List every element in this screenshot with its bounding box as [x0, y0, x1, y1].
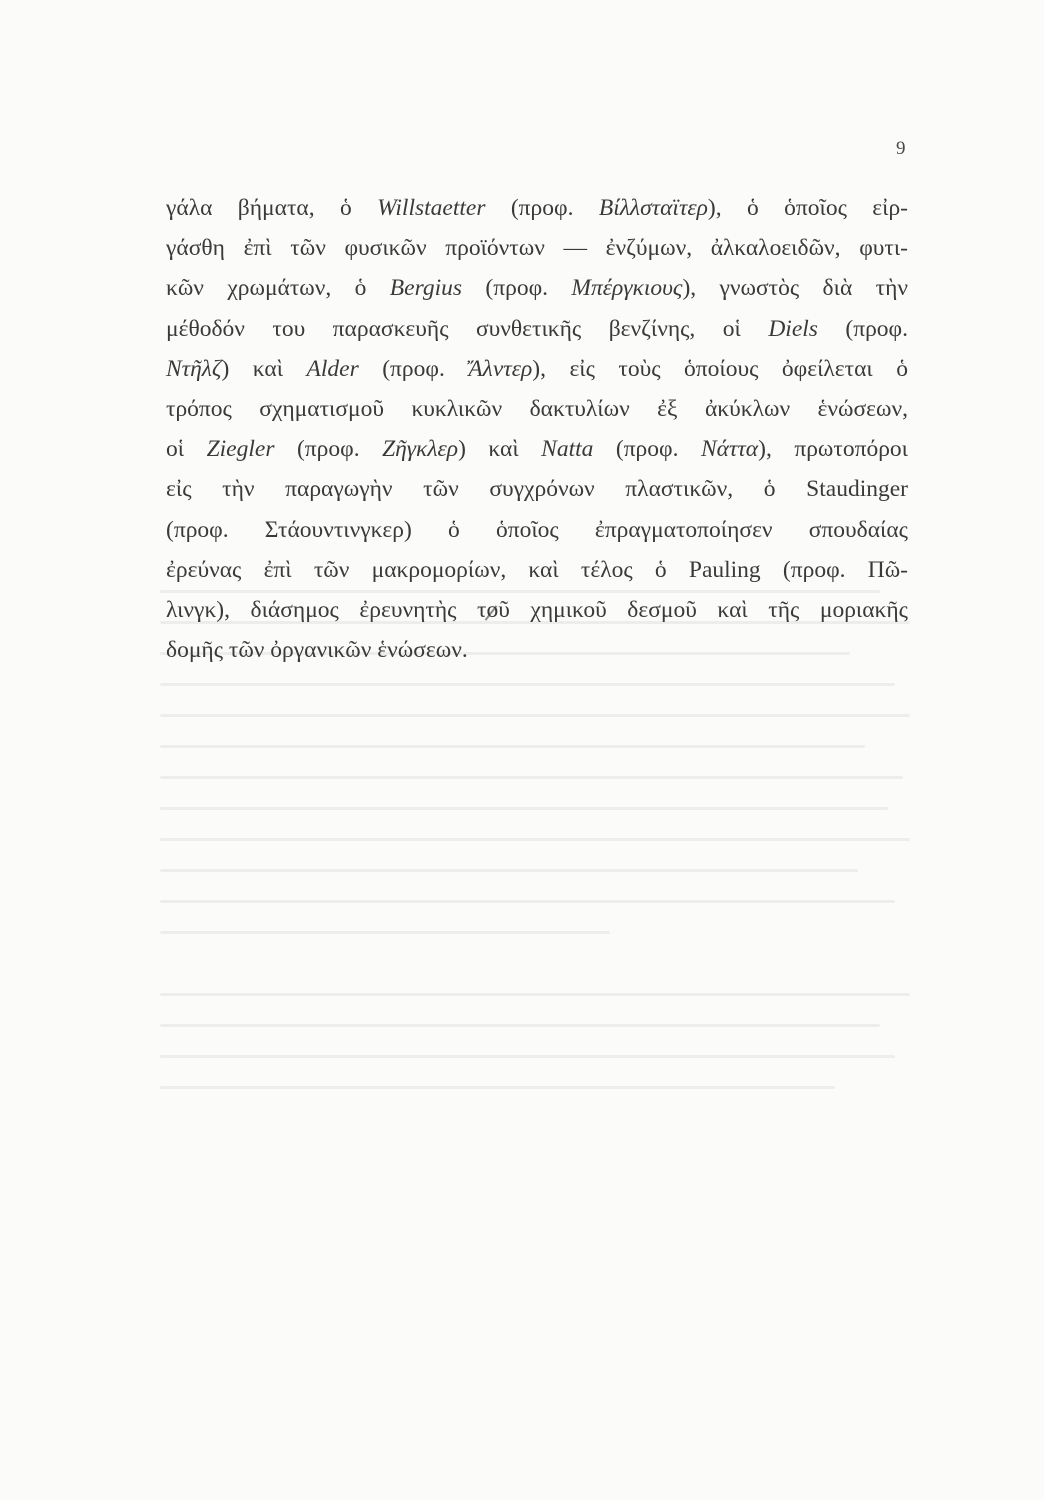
- reverse-side-show-through: [160, 590, 910, 1150]
- text-run: ), πρωτοπόροι: [758, 436, 908, 463]
- text-run: ἐρεύνας ἐπὶ τῶν μακρομορίων, καὶ τέλος ὁ Pauling (προφ. Πῶ-: [166, 556, 908, 583]
- text-run: οἱ: [166, 436, 207, 463]
- italic-name: Bergius: [389, 275, 463, 302]
- text-line: [166, 590, 908, 630]
- text-run: ), γνωστὸς διὰ τὴν: [682, 275, 908, 302]
- body-paragraph: [166, 188, 908, 670]
- italic-name: Ντῆλζ: [166, 355, 222, 382]
- text-run: λινγκ), διάσημος ἐρευνητὴς τοῦ χημικοῦ δεσμοῦ καὶ τῆς μοριακῆς: [166, 597, 908, 624]
- page-number: 9: [896, 138, 906, 159]
- text-run: γάλα βήματα, ὁ: [166, 195, 378, 221]
- text-line: [166, 268, 908, 308]
- text-run: ) καὶ: [221, 355, 307, 382]
- text-run: ) καὶ: [458, 436, 542, 463]
- text-run: ), εἰς τοὺς ὁποίους ὀφείλεται ὁ: [532, 355, 908, 382]
- italic-name: Ζῆγκλερ: [382, 436, 459, 463]
- italic-name: Ziegler: [206, 436, 275, 463]
- italic-name: Βίλλσταϊτερ: [598, 195, 708, 221]
- text-run: (προφ. Στάουντινγκερ) ὁ ὁποῖος ἐπραγματοποίησεν σπουδαίας: [166, 516, 908, 543]
- text-run: (προφ.: [462, 275, 572, 302]
- text-line: [166, 550, 908, 590]
- text-run: (προφ.: [593, 436, 701, 463]
- text-run: δομῆς τῶν ὀργανικῶν ἑνώσεων.: [166, 637, 468, 664]
- text-run: τρόπος σχηματισμοῦ κυκλικῶν δακτυλίων ἐξ ἀκύκλων ἑνώσεων,: [166, 396, 908, 423]
- text-run: εἰς τὴν παραγωγὴν τῶν συγχρόνων πλαστικῶν, ὁ Staudinger: [166, 476, 908, 503]
- text-line: [166, 349, 908, 389]
- text-run: (προφ.: [817, 315, 908, 342]
- text-run: (προφ.: [485, 195, 599, 221]
- text-line: [166, 188, 908, 228]
- text-run: μέθοδόν του παρασκευῆς συνθετικῆς βενζίνης, οἱ: [166, 315, 769, 342]
- italic-name: Ἄλντερ: [468, 355, 533, 382]
- text-line: [166, 309, 908, 349]
- text-line: [166, 469, 908, 509]
- text-run: κῶν χρωμάτων, ὁ: [166, 275, 390, 302]
- text-line: [166, 630, 908, 670]
- text-run: ), ὁ ὁποῖος εἰρ-: [707, 195, 908, 221]
- italic-name: Willstaetter: [377, 195, 486, 221]
- text-line: [166, 429, 908, 469]
- text-run: (προφ.: [274, 436, 383, 463]
- italic-name: Νάττα: [700, 436, 759, 463]
- italic-name: Μπέργκιους: [571, 275, 683, 302]
- text-line: [166, 389, 908, 429]
- text-line: [166, 228, 908, 268]
- text-run: (προφ.: [358, 355, 469, 382]
- italic-name: Alder: [306, 355, 359, 382]
- italic-name: Diels: [768, 315, 818, 342]
- text-run: γάσθη ἐπὶ τῶν φυσικῶν προϊόντων — ἐνζύμων, ἀλκαλοειδῶν, φυτι-: [166, 235, 908, 262]
- italic-name: Natta: [541, 436, 594, 463]
- text-line: [166, 510, 908, 550]
